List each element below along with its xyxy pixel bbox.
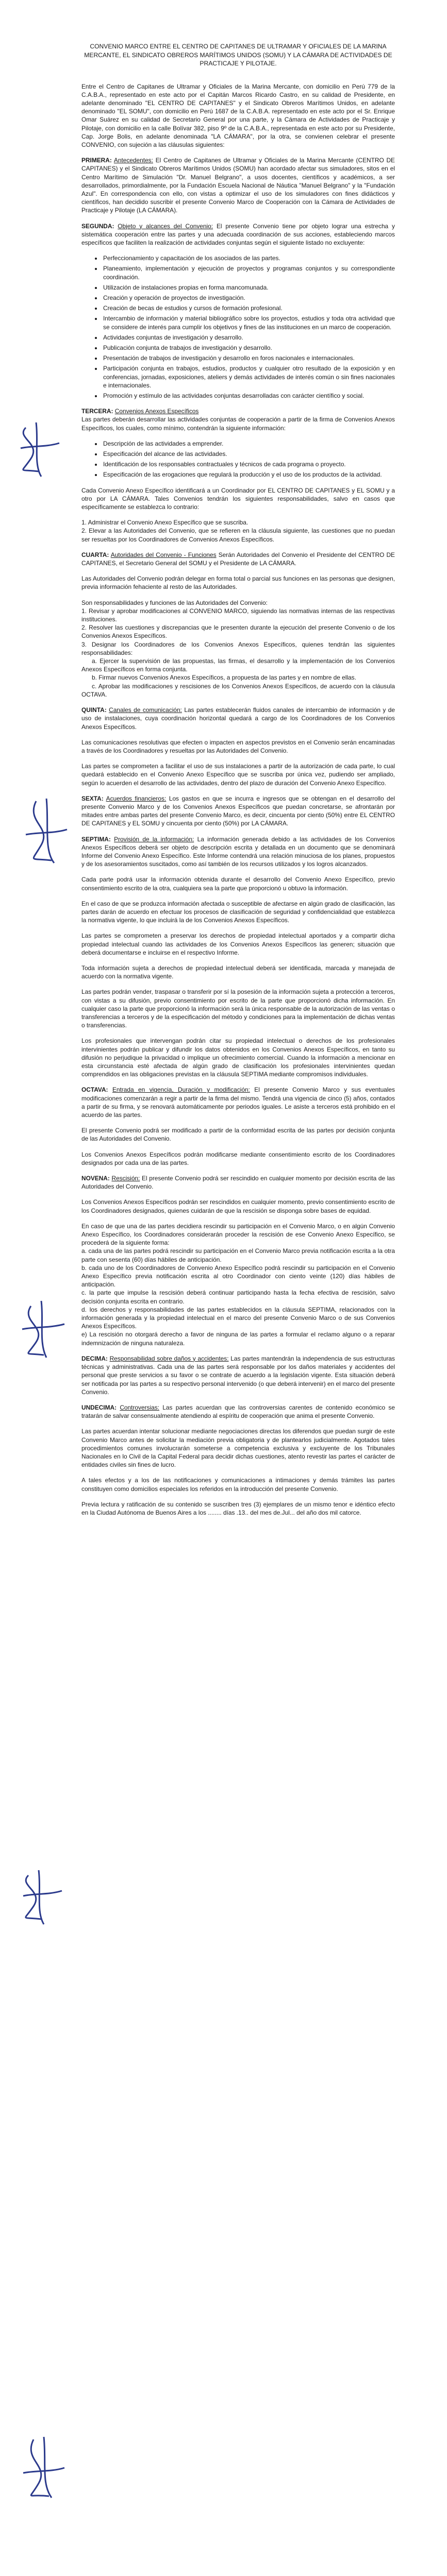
clause-text: El presente Convenio tiene por objeto lograr una estrecha y sistemática cooperación entre las partes y una adecuada coordinación de sus acciones, estableciendo marcos específicos que faciliten la realización de actividades conjuntas según el siguiente listado no excluyente:: [81, 222, 395, 246]
clause-label: PRIMERA:: [81, 157, 112, 164]
clause-text: Las partes deberán desarrollar las actividades conjuntas de cooperación a partir de la firma de Convenios Anexos Específicos, los cuales, como mínimo, contendrán la siguiente información:: [81, 416, 395, 432]
novena-text-3: [81, 1222, 395, 1347]
clause-quinta: [81, 706, 395, 731]
clause-title: Objeto y alcances del Convenio:: [118, 222, 213, 230]
clause-label: SEXTA:: [81, 794, 104, 802]
clause-label: DECIMA:: [81, 1354, 108, 1362]
septima-text-3: En el caso de que se produzca información afectada o susceptible de afectarse en algún grado de clasificación, las partes darán de acuerdo en efectuar los procesos de clasificación de seguridad y confidencialidad que establezca la normativa vigente, lo que incluirá la de los Convenios Anexos Específicos.: [81, 900, 395, 924]
list-item: • Especificación del alcance de las actividades.: [102, 450, 395, 458]
lettered-item: b. cada uno de los Coordinadores de Convenio Anexo Específico podrá rescindir su participación en el Convenio Anexo Específico previa notificación escrita al otro Coordinador con ciento veinte (120) días hábiles de anticipación.: [81, 1264, 395, 1289]
septima-text-4: Las partes se comprometen a preservar los derechos de propiedad intelectual aportados y a compartir dicha propiedad intelectual cuando las actividades de los Convenios Anexos Específicos las generen; situación que deberá documentarse e incluirse en el respectivo Informe.: [81, 932, 395, 956]
clause-label: CUARTA:: [81, 551, 109, 558]
clause-title: Provisión de la información:: [114, 835, 194, 843]
quinta-text-2: Las comunicaciones resolutivas que efecten o impacten en aspectos previstos en el Convenio serán encaminadas a través de los Coordinadores y resueltas por las Autoridades del Convenio.: [81, 738, 395, 754]
septima-text-7: Los profesionales que intervengan podrán citar su propiedad intelectual o derechos de los profesionales intervinientes podrán publicar y difundir los datos obtenidos en los Convenios Anexos Específicos, en tanto su difusión no perjudique la privacidad o implique un ofrecimiento comercial. Cuando la información a mencionar en esta circunstancia esté afectada de algún grado de clasificación los profesionales intervinientes quedan comprendidos en las obligaciones previstas en la cláusula SEPTIMA mediante compromisos individuales.: [81, 1037, 395, 1078]
lettered-item: b. Firmar nuevos Convenios Anexos Específicos, a propuesta de las partes y en nombre de ellas.: [92, 674, 356, 682]
lettered-item: d. los derechos y responsabilidades de las partes establecidos en la cláusula SEPTIMA, relacionados con la información generada y la propiedad intelectual en el marco del presente Convenio Marco o de sus Convenios Anexos Específicos.: [81, 1306, 395, 1330]
clause-label: OCTAVA:: [81, 1086, 108, 1094]
signature-1: [10, 417, 72, 479]
list-item: • Planeamiento, implementación y ejecución de proyectos y programas conjuntos y su correspondiente coordinación.: [102, 264, 395, 281]
list-item: • Creación de becas de estudios y cursos de formación profesional.: [102, 304, 395, 312]
tercera-list: [81, 439, 395, 479]
clause-sexta: [81, 794, 395, 828]
clause-title: Convenios Anexos Específicos: [114, 408, 199, 415]
lettered-item: a. cada una de las partes podrá rescindir su participación en el Convenio Marco previa notificación escrita a la otra parte con sesenta (60) días hábiles de anticipación.: [81, 1247, 395, 1263]
signature-3: [13, 1298, 75, 1360]
lettered-item: e) La rescisión no otorgará derecho a favor de ninguna de las partes a formular el reclamo alguno o a reparar indemnización de ninguna naturaleza.: [81, 1331, 395, 1347]
clause-label: TERCERA:: [81, 408, 113, 415]
lettered-item: c. la parte que impulse la rescisión deberá continuar participando hasta la fecha efectiva de rescisión, salvo decisión conjunta escrita en contrario.: [81, 1289, 395, 1305]
signature-2: [15, 793, 77, 866]
list-item: • Actividades conjuntas de investigación y desarrollo.: [102, 333, 395, 342]
novena-text-2: Los Convenios Anexos Específicos podrán ser rescindidos en cualquier momento, previo consentimiento escrito de los Coordinadores designados, quienes cuidarán de que la rescisión se disponga sobre bases de equidad.: [81, 1198, 395, 1214]
list-item: • Promoción y estímulo de las actividades conjuntas desarrolladas con carácter científico y social.: [102, 392, 395, 400]
intro-paragraph: Entre el Centro de Capitanes de Ultramar y Oficiales de la Marina Mercante, con domicilio en Perú 779 de la C.A.B.A., representado en este acto por el Capitán Marcos Ricardo Castro, en su calidad de Presidente, en adelante denominado "EL CENTRO DE CAPITANES" y el Sindicato Obreros Marítimos Unidos, en adelante denominado "EL SOMU", con domicilio en Perú 1687 de la C.A.B.A. representado en este acto por el Sr. Enrique Omar Suárez en su calidad de Secretario General por una parte, y la Cámara de Actividades de Practicaje y Pilotaje, con domicilio en la calle Bolívar 382, piso 9º de la C.A.B.A., representada en este acto por su Presidente, Cap. Jorge Bolis, en adelante denominada "LA CÁMARA", por la otra, se convienen celebrar el presente CONVENIO, con sujeción a las cláusulas siguientes:: [81, 82, 395, 148]
quinta-text-3: Las partes se comprometen a facilitar el uso de sus instalaciones a partir de la autorización de cada parte, lo cual quedará establecido en el Convenio Anexo Específico que se suscriba por única vez, pudiendo ser ampliado, según lo acuerden el desarrollo de las actividades, dentro del plazo de duración del Convenio Anexo Específico.: [81, 762, 395, 787]
cuarta-text-2: Las Autoridades del Convenio podrán delegar en forma total o parcial sus funciones en las personas que designen, previa información fehaciente al resto de las Autoridades.: [81, 575, 395, 591]
list-item: • Presentación de trabajos de investigación y desarrollo en foros nacionales e internacionales.: [102, 354, 395, 362]
signature-5: [13, 2432, 75, 2499]
clause-text: Las partes mantendrán la independencia de sus estructuras técnicas y administrativas. Cada una de las partes será responsable por los daños materiales y accidentes del personal que preste servicios a su favor o se contrate de acuerdo a la legislación vigente. Esta situación deberá ser notificada por las partes a su respectivo personal intervenido (o que deberá intervenir) en el marco del presente Convenio.: [81, 1354, 395, 1396]
lettered-item: a. Ejercer la supervisión de las propuestas, las firmas, el desarrollo y la implementación de los Convenios Anexos Específicos en forma conjunta.: [81, 657, 395, 673]
clause-title: Rescisión:: [111, 1175, 140, 1182]
clause-text: Las partes establecerán fluidos canales de intercambio de información y de uso de instalaciones, cuya coordinación horizontal quedará a cargo de los Coordinadores de los Convenios Anexos Específicos.: [81, 706, 395, 731]
septima-text-6: Las partes podrán vender, traspasar o transferir por sí la posesión de la información sujeta a protección a terceros, con vistas a su difusión, previo consentimiento por escrito de la parte que proporcionó dicha información. En cualquier caso la parte que proporcionó la información será la única responsable de la autorización de las ventas o transferencias a terceros y de la especificación del método y condiciones para la implementación de dichas ventas o transferencias.: [81, 988, 395, 1029]
clause-text: El presente Convenio Marco y sus eventuales modificaciones comenzarán a regir a partir de la firma del mismo. Tendrá una vigencia de cinco (5) años, contados a partir de su firma, y se renovará automáticamente por periodos iguales. Le asiste a terceros está prohibido en el acuerdo de las partes.: [81, 1086, 395, 1119]
list-item: • Participación conjunta en trabajos, estudios, productos y cualquier otro resultado de la exposición y en conferencias, jornadas, exposiciones, ateliers y demás actividades de interés común o sin fines nacionales e internacionales.: [102, 364, 395, 389]
clause-title: Responsabilidad sobre daños y accidentes:: [109, 1354, 229, 1362]
cuarta-functions: [81, 599, 395, 699]
clause-title: Autoridades del Convenio - Funciones: [110, 551, 217, 558]
clause-septima: [81, 835, 395, 869]
numbered-item: 1. Revisar y aprobar modificaciones al CONVENIO MARCO, siguiendo las normativas internas de las respectivas instituciones.: [81, 607, 395, 623]
clause-undecima: [81, 1403, 395, 1420]
domicilios-paragraph: A tales efectos y a los de las notificaciones y comunicaciones a intimaciones y demás trámites las partes constituyen como domicilios especiales los referidos en la introducción del presente Convenio.: [81, 1477, 395, 1493]
numbered-item: 3. Designar los Coordinadores de los Convenios Anexos Específicos, quienes tendrán las siguientes responsabilidades:: [81, 640, 395, 656]
septima-text-2: Cada parte podrá usar la información obtenida durante el desarrollo del Convenio Anexo Específico, previo consentimiento escrito de la otra, cualquiera sea la parte que proporcionó u obtuvo la información.: [81, 876, 395, 892]
clause-text: El presente Convenio podrá ser rescindido en cualquier momento por decisión escrita de las Autoridades del Convenio.: [81, 1175, 395, 1191]
clause-tercera: [81, 407, 395, 432]
tercera-text-2: Cada Convenio Anexo Específico identificará a un Coordinador por EL CENTRO DE CAPITANES y EL SOMU y a otro por LA CÁMARA. Tales Convenios tendrán los siguientes responsabilidades, salvo en casos que específicamente se establezca lo contrario:: [81, 486, 395, 511]
list-item: • Descripción de las actividades a emprender.: [102, 439, 395, 448]
clause-text: El Centro de Capitanes de Ultramar y Oficiales de la Marina Mercante (CENTRO DE CAPITANES) y el Sindicato Obreros Marítimos Unidos (SOMU) han acordado afectar sus simuladores, sitos en el Centro Marítimo de Simulación "Dr. Manuel Belgrano", a usos docentes, científicos y académicos, a ser desarrollados, primordialmente, por la Fundación Escuela Nacional de Náutica "Manuel Belgrano" y la "Fundación Azul". En correspondencia con ello, con vistas a optimizar el uso de los simuladores con fines didácticos y científicos, han decidido suscribir el presente Convenio Marco de Cooperación con la Cámara de Actividades de Practicaje y Pilotaje (LA CÁMARA).: [81, 157, 395, 214]
list-item: • Creación y operación de proyectos de investigación.: [102, 294, 395, 302]
clause-label: SEPTIMA:: [81, 835, 111, 843]
clause-label: SEGUNDA:: [81, 222, 114, 230]
tercera-numbered-list: [81, 518, 395, 544]
closing-paragraph: Previa lectura y ratificación de su contenido se suscriben tres (3) ejemplares de un mismo tenor e idéntico efecto en la Ciudad Autónoma de Buenos Aires a los ........ días .13.. del mes de.Jul... del año dos mil catorce.: [81, 1500, 395, 1516]
octava-text-2: El presente Convenio podrá ser modificado a partir de la conformidad escrita de las partes por decisión conjunta de las Autoridades del Convenio.: [81, 1127, 395, 1143]
clause-title: Controversias:: [120, 1403, 159, 1411]
clause-title: Canales de comunicación:: [109, 706, 182, 714]
clause-label: QUINTA:: [81, 706, 107, 714]
clause-decima: [81, 1354, 395, 1396]
numbered-item: 2. Elevar a las Autoridades del Convenio, que se refieren en la cláusula siguiente, las cuestiones que no puedan ser resueltas por los Coordinadores de Convenios Anexos Específicos.: [81, 527, 395, 543]
clause-text: Las partes acuerdan que las controversias carentes de contenido económico se tratarán de salvar consensualmente atendiendo al espíritu de cooperación que anima el presente Convenio.: [81, 1403, 395, 1420]
clause-label: UNDECIMA:: [81, 1403, 117, 1411]
clause-title: Entrada en vigencia, Duración y modificación:: [112, 1086, 250, 1094]
list-item: • Identificación de los responsables contractuales y técnicos de cada programa o proyecto.: [102, 460, 395, 468]
clause-text: La información generada debido a las actividades de los Convenios Anexos Específicos deberá ser objeto de descripción escrita y detallada en un documento que se denominará Informe del Convenio Anexo Específico. Este Informe contendrá una relación minuciosa de los planes, propuestos y de los asesoramientos suscitados, como así también de los recursos utilizados y los logros alcanzados.: [81, 835, 395, 868]
document-body: [81, 42, 395, 1524]
clause-label: NOVENA:: [81, 1175, 110, 1182]
list-item: • Intercambio de información y material bibliográfico sobre los proyectos, estudios y toda otra actividad que se considere de interés para cumplir los objetivos y fines de las instituciones en un marco de cooperación.: [102, 314, 395, 331]
novena-intro: En caso de que una de las partes decidiera rescindir su participación en el Convenio Marco, o en algún Convenio Anexo Específico, los Coordinadores considerarán proceder la rescisión de ese Convenio Anexo Específico, se procederá de la siguiente forma:: [81, 1222, 395, 1247]
undecima-text-2: Las partes acuerdan intentar solucionar mediante negociaciones directas los diferendos que puedan surgir de este Convenio Marco antes de solicitar la mediación previa obligatoria y de plantearlos judicialmente. Agotados tales procedimientos comunes involucrarán someterse a competencia exclusiva y excluyente de los Tribunales Nacionales en lo Civil de la Capital Federal para decidir dichas cuestiones, atento revestir las partes el carácter de entidades civiles sin fines de lucro.: [81, 1428, 395, 1469]
document-title: CONVENIO MARCO ENTRE EL CENTRO DE CAPITANES DE ULTRAMAR Y OFICIALES DE LA MARINA MERCANTE, EL SINDICATO OBREROS MARÍTIMOS UNIDOS (SOMU) Y LA CÁMARA DE ACTIVIDADES DE PRACTICAJE Y PILOTAJE.: [84, 43, 392, 67]
lettered-item: c. Aprobar las modificaciones y rescisiones de los Convenios Anexos Específicos, de acuerdo con la cláusula OCTAVA.: [81, 682, 395, 698]
list-item: • Especificación de las erogaciones que regulará la producción y el uso de los productos de la actividad.: [102, 470, 395, 479]
list-item: • Utilización de instalaciones propias en forma mancomunada.: [102, 283, 395, 292]
clause-primera: [81, 156, 395, 214]
clause-segunda: [81, 222, 395, 247]
numbered-item: 2. Resolver las cuestiones y discrepancias que le presenten durante la ejecución del presente Convenio o de los Convenios Anexos Específicos.: [81, 624, 395, 640]
clause-cuarta: [81, 551, 395, 567]
clause-text: Los gastos en que se incurra e ingresos que se obtengan en el desarrollo del presente Convenio Marco y de los Convenios Anexos Específicos que puedan concretarse, se afrontarán por mitades entre ambas partes del presente Convenio Marco, es decir, cincuenta por ciento (50%) entre EL CENTRO DE CAPITANES y EL SOMU y cincuenta por ciento (50%) por LA CÁMARA.: [81, 794, 395, 827]
octava-text-3: Los Convenios Anexos Específicos podrán modificarse mediante consentimiento escrito de los Coordinadores designados por cada una de las partes.: [81, 1150, 395, 1166]
segunda-list: [81, 254, 395, 400]
clause-novena: [81, 1174, 395, 1191]
clause-title: Antecedentes:: [113, 157, 153, 164]
septima-text-5: Toda información sujeta a derechos de propiedad intelectual deberá ser identificada, marcada y manejada de acuerdo con la normativa vigente.: [81, 964, 395, 980]
signature-4: [13, 1865, 75, 1927]
clause-title: Acuerdos financieros:: [106, 794, 167, 802]
clause-octava: [81, 1086, 395, 1119]
clause-text: Serán Autoridades del Convenio el Presidente del CENTRO DE CAPITANES, el Secretario General del SOMU y el Presidente de LA CÁMARA.: [81, 551, 395, 567]
cuarta-text-3: Son responsabilidades y funciones de las Autoridades del Convenio:: [81, 599, 268, 606]
list-item: • Perfeccionamiento y capacitación de los asociados de las partes.: [102, 254, 395, 262]
list-item: • Publicación conjunta de trabajos de investigación y desarrollo.: [102, 344, 395, 352]
numbered-item: 1. Administrar el Convenio Anexo Específico que se suscriba.: [81, 519, 249, 527]
